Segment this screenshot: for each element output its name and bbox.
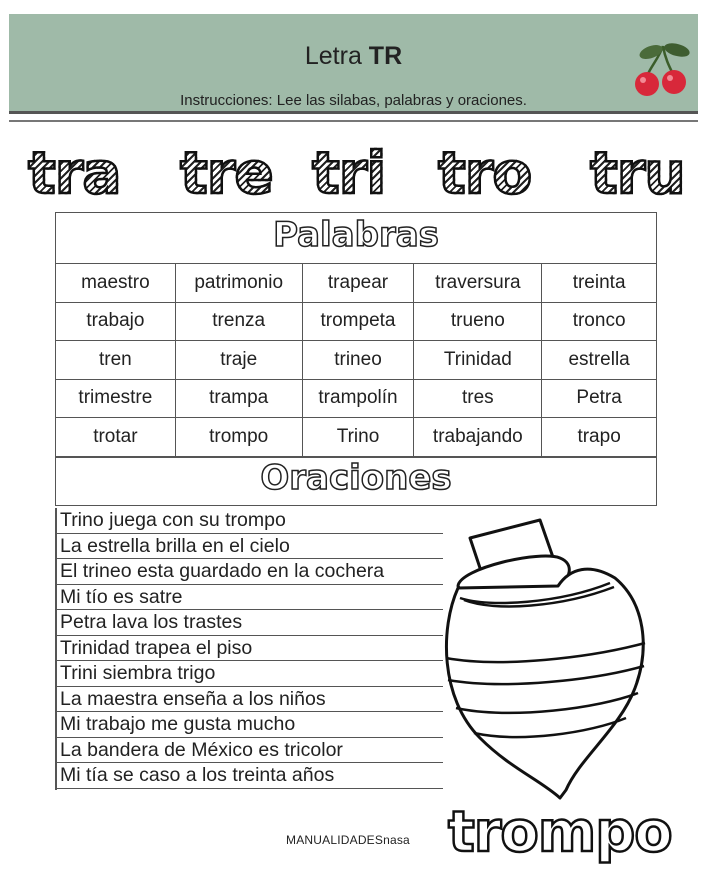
- word-cell: traje: [175, 341, 302, 380]
- sentence-line: Mi tía se caso a los treinta años: [57, 763, 443, 789]
- palabras-heading: Palabras: [273, 215, 439, 255]
- word-cell: trapo: [542, 418, 657, 457]
- word-cell: trampa: [175, 379, 302, 418]
- word-cell: trampolín: [302, 379, 414, 418]
- word-cell: trineo: [302, 341, 414, 380]
- table-row: [56, 418, 657, 457]
- header-banner: [9, 14, 698, 114]
- word-cell: trapear: [302, 264, 414, 303]
- sentence-line: Mi tío es satre: [57, 585, 443, 611]
- word-cell: trueno: [414, 302, 542, 341]
- word-cell: patrimonio: [175, 264, 302, 303]
- syllable: tro: [438, 139, 532, 207]
- sentence-line: La maestra enseña a los niños: [57, 687, 443, 713]
- instructions: Instrucciones: Lee las silabas, palabras y oraciones.: [180, 92, 527, 109]
- cherry-icon: [629, 38, 697, 100]
- word-cell: Trino: [302, 418, 414, 457]
- word-cell: trotar: [56, 418, 176, 457]
- title-prefix: Letra: [304, 42, 369, 70]
- word-cell: treinta: [542, 264, 657, 303]
- word-cell: trompeta: [302, 302, 414, 341]
- syllable: tre: [180, 139, 273, 207]
- syllable: tra: [28, 139, 121, 207]
- header-divider: [9, 120, 698, 122]
- word-cell: trabajando: [414, 418, 542, 457]
- sentence-line: El trineo esta guardado en la cochera: [57, 559, 443, 585]
- sentence-line: Trini siembra trigo: [57, 661, 443, 687]
- word-cell: trompo: [175, 418, 302, 457]
- oraciones-heading: Oraciones: [56, 457, 656, 507]
- sentence-line: Trino juega con su trompo: [57, 508, 443, 534]
- word-cell: estrella: [542, 341, 657, 380]
- syllable: tri: [312, 139, 386, 207]
- sentence-line: Petra lava los trastes: [57, 610, 443, 636]
- page-title: [9, 42, 698, 71]
- word-cell: tren: [56, 341, 176, 380]
- word-cell: tronco: [542, 302, 657, 341]
- footer-word: trompo: [448, 800, 672, 865]
- word-cell: maestro: [56, 264, 176, 303]
- table-row: [56, 264, 657, 303]
- title-letters: TR: [368, 42, 403, 70]
- sentence-line: La bandera de México es tricolor: [57, 738, 443, 764]
- spinning-top-illustration: [430, 508, 690, 808]
- brand-label: MANUALIDADESnasa: [286, 833, 410, 847]
- syllable: tru: [590, 139, 685, 207]
- word-cell: tres: [414, 379, 542, 418]
- table-row: [56, 341, 657, 380]
- word-cell: trabajo: [56, 302, 176, 341]
- syllable-row: [0, 140, 720, 206]
- words-panel: [55, 212, 657, 506]
- table-row: [56, 379, 657, 418]
- word-cell: Petra: [542, 379, 657, 418]
- sentences-list: [57, 508, 443, 789]
- sentence-line: La estrella brilla en el cielo: [57, 534, 443, 560]
- sentence-line: Trinidad trapea el piso: [57, 636, 443, 662]
- word-cell: Trinidad: [414, 341, 542, 380]
- table-row: [56, 302, 657, 341]
- words-table: [55, 263, 657, 457]
- word-cell: traversura: [414, 264, 542, 303]
- word-cell: trenza: [175, 302, 302, 341]
- sentence-line: Mi trabajo me gusta mucho: [57, 712, 443, 738]
- word-cell: trimestre: [56, 379, 176, 418]
